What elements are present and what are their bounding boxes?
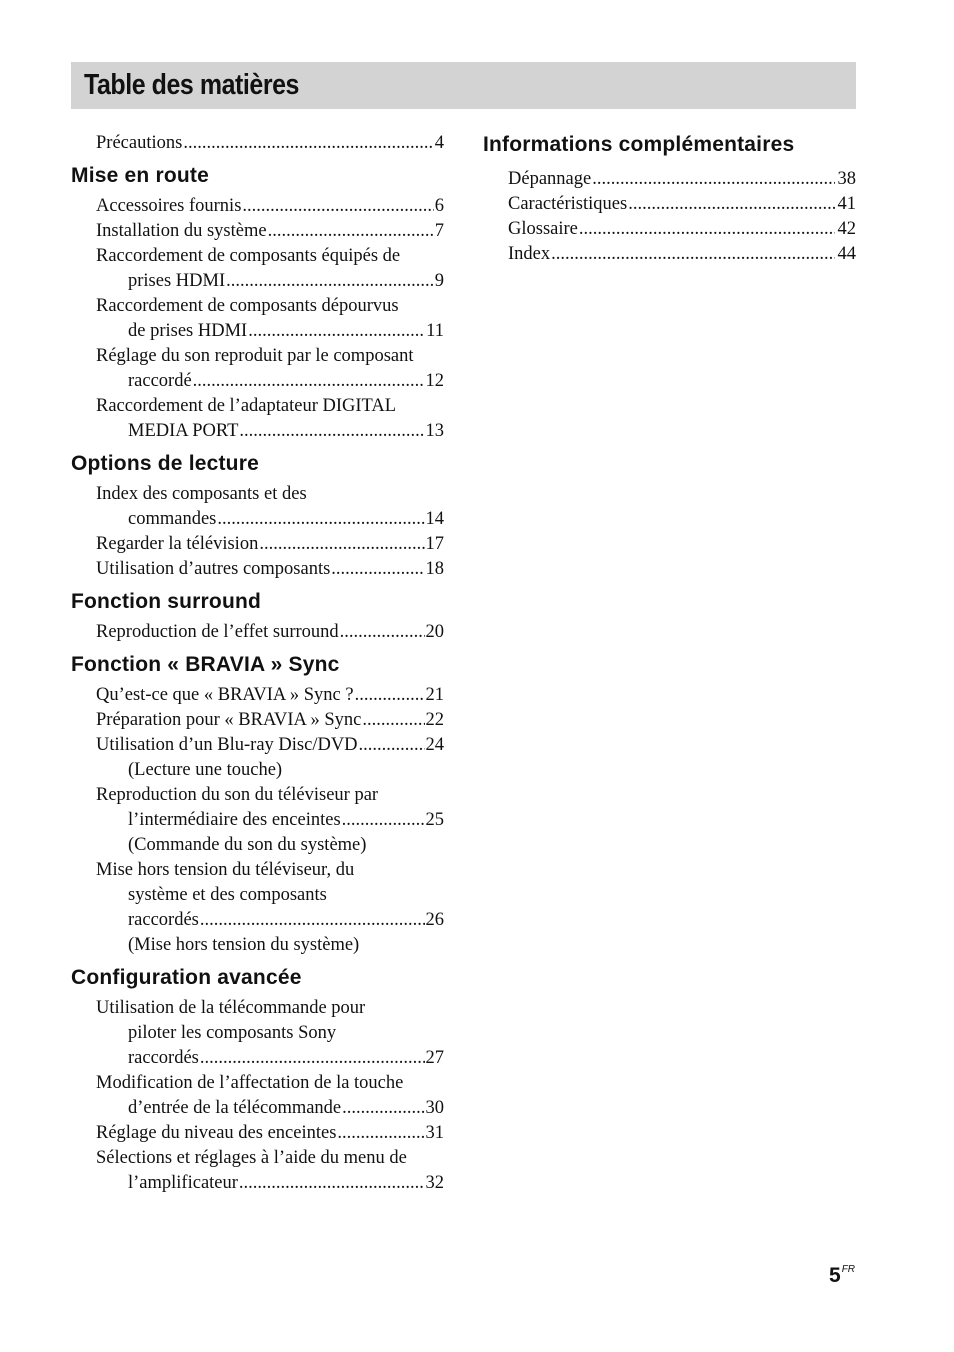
toc-entry-text: Dépannage <box>508 169 592 189</box>
dot-leader <box>268 219 434 244</box>
toc-entry[interactable] <box>71 1071 444 1121</box>
toc-entry[interactable] <box>71 131 444 156</box>
toc-page-number: 12 <box>425 371 444 391</box>
toc-entry-text: Regarder la télévision <box>96 534 259 554</box>
toc-section <box>71 450 444 582</box>
toc-entry-note: (Lecture une touche) <box>128 760 283 780</box>
toc-entry[interactable] <box>71 344 444 394</box>
toc-page-number: 11 <box>426 321 444 341</box>
toc-entry[interactable] <box>71 1146 444 1196</box>
toc-entry-text: Index <box>508 244 551 264</box>
toc-page-number: 42 <box>837 219 856 239</box>
toc-entry-text: MEDIA PORT <box>128 421 239 441</box>
section-heading: Informations complémentaires <box>483 133 795 156</box>
toc-entry-text: Précautions <box>96 133 183 153</box>
toc-entry-text: Mise hors tension du téléviseur, du <box>96 860 355 880</box>
dot-leader <box>628 192 834 217</box>
toc-page-number: 17 <box>425 534 444 554</box>
toc-entry-line <box>96 319 444 344</box>
toc-page-number: 18 <box>425 559 444 579</box>
toc-entry-text: Réglage du son reproduit par le composant <box>96 346 414 366</box>
toc-entry-line <box>96 883 444 908</box>
toc-entry[interactable] <box>71 532 444 557</box>
section-heading: Fonction surround <box>71 590 262 613</box>
toc-entry[interactable] <box>483 167 856 192</box>
toc-entry-text: Index des composants et des <box>96 484 307 504</box>
dot-leader <box>259 532 424 557</box>
toc-page-number: 41 <box>837 194 856 214</box>
toc-entry-line <box>96 808 444 833</box>
toc-entry-text: Reproduction du son du téléviseur par <box>96 785 379 805</box>
toc-entry-line <box>96 1021 444 1046</box>
section-heading: Options de lecture <box>71 452 259 475</box>
toc-entry-line <box>96 683 444 708</box>
dot-leader <box>331 557 424 582</box>
toc-entry-text: Utilisation de la télécommande pour <box>96 998 366 1018</box>
toc-entry-line <box>96 1071 444 1096</box>
title-bar <box>71 62 856 109</box>
toc-entry-text: Préparation pour « BRAVIA » Sync <box>96 710 362 730</box>
toc-entry-text: Utilisation d’un Blu-ray Disc/DVD <box>96 735 358 755</box>
dot-leader <box>242 194 433 219</box>
toc-left-column <box>71 131 444 1196</box>
toc-page-number: 27 <box>425 1048 444 1068</box>
toc-entry-text: Utilisation d’autres composants <box>96 559 331 579</box>
dot-leader <box>579 217 835 242</box>
toc-entry-text: Reproduction de l’effet surround <box>96 622 339 642</box>
toc-entry[interactable] <box>71 219 444 244</box>
toc-entry-text: raccordé <box>128 371 192 391</box>
toc-entry[interactable] <box>483 242 856 267</box>
toc-entry-line <box>96 557 444 582</box>
toc-entry[interactable] <box>71 683 444 708</box>
dot-leader <box>551 242 834 267</box>
toc-entry-line <box>96 1146 444 1171</box>
dot-leader <box>355 683 425 708</box>
page-number-value: 5 <box>829 1264 841 1287</box>
toc-entry-text: l’intermédiaire des enceintes <box>128 810 341 830</box>
toc-entry-line <box>96 1121 444 1146</box>
toc-page-number: 31 <box>425 1123 444 1143</box>
toc-entry[interactable] <box>71 194 444 219</box>
toc-page-number: 9 <box>434 271 444 291</box>
toc-page-number: 38 <box>837 169 856 189</box>
toc-section <box>71 131 444 156</box>
toc-entry-line <box>96 996 444 1021</box>
toc-entry-line <box>508 217 856 242</box>
toc-section <box>483 131 856 267</box>
toc-entry-line <box>96 858 444 883</box>
toc-entry-line <box>508 192 856 217</box>
toc-entry[interactable] <box>483 217 856 242</box>
toc-entry-line <box>96 344 444 369</box>
toc-entry[interactable] <box>71 783 444 858</box>
toc-page-number: 44 <box>837 244 856 264</box>
dot-leader <box>239 419 424 444</box>
toc-entry[interactable] <box>71 482 444 532</box>
toc-entry-line <box>508 167 856 192</box>
toc-entry-line <box>96 219 444 244</box>
toc-entry-text: l’amplificateur <box>128 1173 238 1193</box>
toc-page-number: 24 <box>425 735 444 755</box>
toc-entry-text: Raccordement de composants dépourvus <box>96 296 399 316</box>
toc-entry-line <box>96 1096 444 1121</box>
toc-entry-line <box>96 482 444 507</box>
dot-leader <box>217 507 424 532</box>
toc-entry-text: Modification de l’affectation de la touche <box>96 1073 404 1093</box>
dot-leader <box>342 1096 424 1121</box>
toc-entry-text: prises HDMI <box>128 271 226 291</box>
toc-entry[interactable] <box>71 620 444 645</box>
dot-leader <box>239 1171 425 1196</box>
toc-entry-line <box>96 269 444 294</box>
toc-entry-text: piloter les composants Sony <box>128 1023 337 1043</box>
toc-page-number: 7 <box>434 221 444 241</box>
dot-leader <box>592 167 834 192</box>
dot-leader <box>342 808 425 833</box>
toc-entry-line <box>96 244 444 269</box>
dot-leader <box>337 1121 424 1146</box>
toc-entry-text: système et des composants <box>128 885 327 905</box>
toc-entry-line <box>96 908 444 933</box>
section-heading: Configuration avancée <box>71 966 302 989</box>
toc-entry-text: Glossaire <box>508 219 578 239</box>
toc-page-number: 14 <box>425 509 444 529</box>
toc-entry[interactable] <box>71 557 444 582</box>
dot-leader <box>359 733 425 758</box>
toc-entry-text: commandes <box>128 509 217 529</box>
toc-entry-line <box>96 1171 444 1196</box>
toc-right-column <box>483 131 856 267</box>
toc-entry-text: Réglage du niveau des enceintes <box>96 1123 337 1143</box>
toc-page-number: 6 <box>434 196 444 216</box>
toc-entry-line <box>96 733 444 758</box>
toc-entry-line <box>96 131 444 156</box>
toc-entry-line <box>96 194 444 219</box>
toc-entry[interactable] <box>71 733 444 783</box>
toc-page-number: 20 <box>425 622 444 642</box>
toc-entry-text: raccordés <box>128 1048 199 1068</box>
toc-entry-line <box>508 242 856 267</box>
toc-entry[interactable] <box>71 244 444 294</box>
toc-entry-text: Accessoires fournis <box>96 196 242 216</box>
section-heading: Fonction « BRAVIA » Sync <box>71 653 340 676</box>
toc-entry-line <box>96 394 444 419</box>
dot-leader <box>248 319 425 344</box>
toc-entry-line <box>96 708 444 733</box>
toc-entry-text: raccordés <box>128 910 199 930</box>
toc-entry-line <box>96 419 444 444</box>
dot-leader <box>200 1046 425 1071</box>
toc-section <box>71 588 444 645</box>
toc-entry-line <box>96 532 444 557</box>
toc-entry[interactable] <box>71 708 444 733</box>
toc-entry-text: Qu’est-ce que « BRAVIA » Sync ? <box>96 685 354 705</box>
toc-entry-line <box>96 369 444 394</box>
toc-page-number: 22 <box>425 710 444 730</box>
toc-entry-text: Sélections et réglages à l’aide du menu de <box>96 1148 407 1168</box>
toc-page-number: 21 <box>425 685 444 705</box>
toc-section <box>71 162 444 444</box>
dot-leader <box>226 269 434 294</box>
toc-page-number: 30 <box>425 1098 444 1118</box>
dot-leader <box>183 131 433 156</box>
toc-entry-line <box>96 294 444 319</box>
section-heading: Mise en route <box>71 164 209 187</box>
toc-entry-note: (Commande du son du système) <box>128 835 367 855</box>
toc-entry-text: de prises HDMI <box>128 321 248 341</box>
toc-entry-text: Raccordement de l’adaptateur DIGITAL <box>96 396 397 416</box>
toc-entry-note: (Mise hors tension du système) <box>128 935 360 955</box>
toc-entry-text: d’entrée de la télécommande <box>128 1098 342 1118</box>
dot-leader <box>362 708 424 733</box>
toc-entry-text: Installation du système <box>96 221 267 241</box>
toc-entry-line <box>96 507 444 532</box>
dot-leader <box>200 908 425 933</box>
toc-page-number: 13 <box>425 421 444 441</box>
toc-entry[interactable] <box>71 996 444 1071</box>
dot-leader <box>340 620 425 645</box>
toc-entry[interactable] <box>483 192 856 217</box>
toc-page-number: 25 <box>425 810 444 830</box>
toc-page-number: 32 <box>425 1173 444 1193</box>
toc-entry[interactable] <box>71 858 444 958</box>
dot-leader <box>193 369 425 394</box>
toc-entry-line <box>96 620 444 645</box>
page-number <box>829 1258 855 1288</box>
toc-page-number: 4 <box>434 133 444 153</box>
page-title: Table des matières <box>84 69 299 101</box>
toc-entry-line <box>96 1046 444 1071</box>
toc-entry-text: Raccordement de composants équipés de <box>96 246 401 266</box>
page-number-suffix: FR <box>841 1264 856 1275</box>
toc-entry[interactable] <box>71 294 444 344</box>
toc-entry-text: Caractéristiques <box>508 194 628 214</box>
toc-entry-line <box>96 783 444 808</box>
toc-entry[interactable] <box>71 394 444 444</box>
toc-entry[interactable] <box>71 1121 444 1146</box>
toc-section <box>71 651 444 958</box>
toc-page-number: 26 <box>425 910 444 930</box>
toc-section <box>71 964 444 1196</box>
